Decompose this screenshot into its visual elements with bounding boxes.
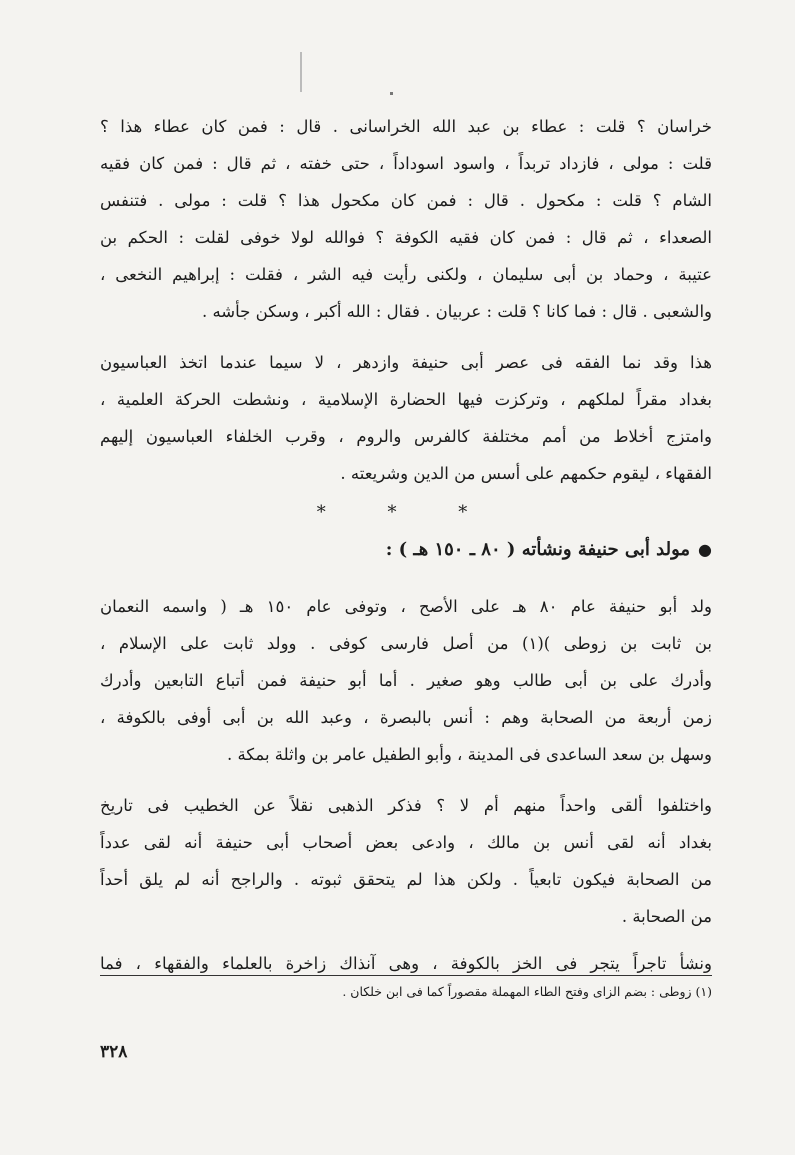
text-line: زمن أربعة من الصحابة وهم : أنس بالبصرة ، وعبد الله بن أبى أوفى بالكوفة ، (100, 708, 712, 727)
footnote-rule (100, 975, 712, 976)
section-heading (100, 530, 712, 570)
text-line: بغداد مقراً لملكهم ، وتركزت فيها الحضارة الإسلامية ، ونشطت الحركة العلمية ، (100, 390, 712, 409)
paragraph (100, 588, 712, 773)
text-line: واختلفوا ألقى واحداً منهم أم لا ؟ فذكر الذهبى نقلاً عن الخطيب فى تاريخ (100, 796, 712, 815)
text-line: قلت : مولى ، فازداد تربداً ، واسود اسوداداً ، حتى خفته ، ثم قال : فمن كان فقيه (100, 154, 712, 173)
footnote: (١) زوطى : بضم الزاى وفتح الطاء المهملة مقصوراً كما فى ابن خلكان . (342, 984, 712, 999)
text-line: من الصحابة فيكون تابعياً . ولكن هذا لم يتحقق ثبوته . والراجح أنه لم يلق أحداً (100, 870, 712, 889)
text-line: الصعداء ، ثم قال : فمن كان فقيه الكوفة ؟ فوالله لولا خوفى لقلت : الحكم بن (100, 228, 712, 247)
paragraph (100, 344, 712, 492)
paragraph (100, 108, 712, 330)
text-line: الفقهاء ، ليقوم حكمهم على أسس من الدين وشريعته . (340, 464, 712, 483)
section-heading-text: مولد أبى حنيفة ونشأته ( ٨٠ ـ ١٥٠ هـ ) : (385, 539, 691, 560)
text-line: ونشأ تاجراً يتجر فى الخز بالكوفة ، وهى آنذاك زاخرة بالعلماء والفقهاء ، فما (100, 954, 712, 973)
section-separator: * * * (316, 502, 496, 523)
paragraph (100, 945, 712, 982)
text-line: من الصحابة . (621, 907, 712, 926)
text-line: بن ثابت بن زوطى )(١) من أصل فارسى كوفى . وولد ثابت على الإسلام ، (100, 634, 712, 653)
bullet-icon: ● (698, 540, 712, 559)
text-line: وأدرك على بن أبى طالب وهو صغير . أما أبو حنيفة فمن أتباع التابعين وأدرك (100, 671, 712, 690)
text-line: الشام ؟ قلت : مكحول . قال : فمن كان مكحول هذا ؟ قلت : مولى . فتنفس (100, 191, 712, 210)
paragraph (100, 787, 712, 935)
text-line: والشعبى . قال : فما كانا ؟ قلت : عربيان . فقال : الله أكبر ، وسكن جأشه . (201, 302, 712, 321)
text-line: خراسان ؟ قلت : عطاء بن عبد الله الخراسانى . قال : فمن كان عطاء هذا ؟ (100, 117, 712, 136)
text-line: بغداد أنه لقى أنس بن مالك ، وادعى بعض أصحاب أبى حنيفة أنه لقى عدداً (100, 833, 712, 852)
text-line: عتيبة ، وحماد بن أبى سليمان ، ولكنى رأيت فيه الشر ، فقلت : إبراهيم النخعى ، (100, 265, 712, 284)
scan-mark (300, 52, 302, 92)
page-number: ٣٢٨ (100, 1042, 128, 1062)
page-body (100, 108, 712, 1002)
text-line: ولد أبو حنيفة عام ٨٠ هـ على الأصح ، وتوفى عام ١٥٠ هـ ( واسمه النعمان (100, 597, 712, 616)
text-line: وامتزج أخلاط من أمم مختلفة كالفرس والروم ، وقرب الخلفاء العباسيون إليهم (100, 427, 712, 446)
text-line: هذا وقد نما الفقه فى عصر أبى حنيفة وازدهر ، لا سيما عندما اتخذ العباسيون (100, 353, 712, 372)
text-line: وسهل بن سعد الساعدى فى المدينة ، وأبو الطفيل عامر بن واثلة بمكة . (226, 745, 712, 764)
scan-mark (390, 92, 393, 95)
